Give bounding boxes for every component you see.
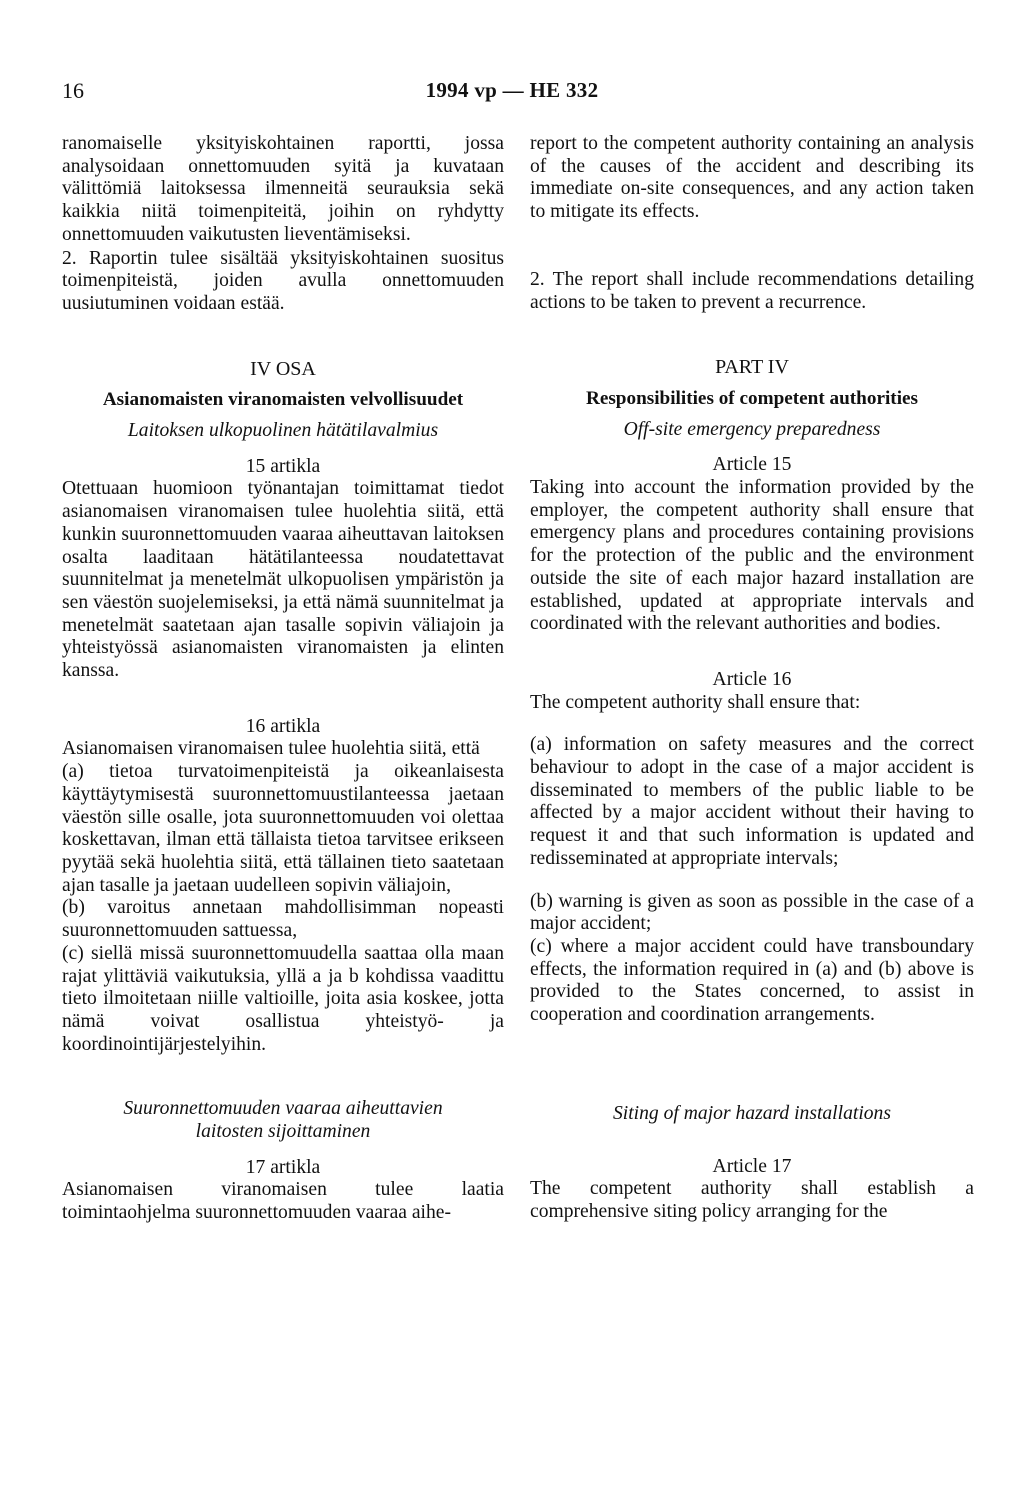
left-section-title: Laitoksen ulkopuolinen hätätilavalmius: [127, 420, 439, 442]
left-article-17-heading: 17 artikla: [245, 1156, 321, 1178]
left-article-15-text: Otettuaan huomioon työnantajan toimittamat tiedot asianomaisen viranomaisen tulee huolehtia siitä, että kunkin suuronnettomuuden vaaraa aiheuttavan laitoksen osalta laaditaan hätätilanteessa noudatettavat suunnitelmat ja menetelmät ulkopuolisen ympäristön ja sen väestön suojelemiseksi, ja että nämä suunnitelmat ja menetelmät saatetaan ajan tasalle sopivin väliajoin ja yhteistyössä asianomaisten viranomaisten ja elinten kanssa.: [62, 478, 504, 682]
right-part-title: Responsibilities of competent authorities: [585, 387, 919, 409]
left-paragraph-2: 2. Raportin tulee sisältää yksityiskohtainen suositus toimenpiteistä, joiden avulla onnettomuuden uusiutuminen voidaan estää.: [62, 247, 504, 314]
right-section-title: Off-site emergency preparedness: [623, 418, 881, 440]
right-article-16-item-c: (c) where a major accident could have transboundary effects, the information required in (a) and (b) above is provided to the States concerned, to assist in cooperation and coordination arrangements.: [530, 935, 974, 1026]
left-article-16-intro: Asianomaisen viranomaisen tulee huolehtia siitä, että: [62, 738, 480, 760]
left-siting-title: Suuronnettomuuden vaaraa aiheuttavien laitosten sijoittaminen: [123, 1098, 443, 1143]
page-header: [0, 78, 1024, 108]
left-part-title: Asianomaisten viranomaisten velvollisuudet: [102, 389, 464, 411]
right-article-17-text: The competent authority shall establish a comprehensive siting policy arranging for the: [530, 1178, 974, 1222]
left-article-16-item-b: (b) varoitus annetaan mahdollisimman nopeasti suuronnettomuuden sattuessa,: [62, 897, 504, 942]
left-article-17-text: Asianomaisen viranomaisen tulee laatia toimintaohjelma suuronnettomuuden vaaraa aihe-: [62, 1179, 504, 1224]
left-article-16-heading: 16 artikla: [245, 715, 321, 737]
left-column: [62, 133, 504, 1225]
page-number: 16: [62, 78, 84, 103]
right-article-15-heading: Article 15: [712, 454, 792, 476]
right-article-16-item-b: (b) warning is given as soon as possible in the case of a major accident;: [530, 890, 974, 935]
left-article-16-item-a: (a) tietoa turvatoimenpiteistä ja oikeanlaisesta käyttäytymisestä suuronnettomuustilanteessa jaetaan väestön sille osalle, jota suuronnettomuuden voi olettaa koskettavan, ilman että tällaista tietoa tarvitsee erikseen pyytää sekä huolehtia siitä, että tällainen tieto saatetaan ajan tasalle ja jaetaan uudelleen sopivin väliajoin,: [62, 761, 504, 896]
right-part-heading: PART IV: [715, 356, 789, 379]
right-siting-title: Siting of major hazard installations: [613, 1102, 891, 1124]
left-intro-paragraph: ranomaiselle yksityiskohtainen raportti, jossa analysoidaan onnettomuuden syitä ja kuvataan välittömiä laitoksessa ilmenneitä seurauksia sekä kaikkia niitä toimenpiteitä, joihin on ryhdytty onnettomuuden vaikutusten lieventämiseksi.: [62, 133, 504, 245]
right-intro-paragraph: report to the competent authority containing an analysis of the causes of the accident and describing its immediate on-site consequences, and any action taken to mitigate its effects.: [530, 133, 974, 223]
right-article-16-intro: The competent authority shall ensure that:: [530, 691, 861, 713]
right-article-16-heading: Article 16: [712, 668, 792, 690]
right-article-16-item-a: (a) information on safety measures and the correct behaviour to adopt in the case of a major accident is disseminated to members of the public liable to be affected by a major accident without their having to request it and that such information is updated and redisseminated at appropriate intervals;: [530, 734, 974, 869]
right-column: [530, 133, 974, 1224]
running-title: 1994 vp — HE 332: [425, 78, 599, 102]
left-part-heading: IV OSA: [250, 357, 316, 380]
right-paragraph-2: 2. The report shall include recommendations detailing actions to be taken to prevent a recurrence.: [530, 268, 974, 313]
right-article-15-text: Taking into account the information provided by the employer, the competent authority shall ensure that emergency plans and procedures containing provisions for the protection of the public and the environment outside the site of each major hazard installation are established, updated at appropriate intervals and coordinated with the relevant authorities and bodies.: [530, 477, 974, 635]
left-article-15-heading: 15 artikla: [245, 455, 321, 477]
right-article-17-heading: Article 17: [712, 1155, 792, 1177]
left-article-16-item-c: (c) siellä missä suuronnettomuudella saattaa olla maan rajat ylittäviä vaikutuksia, yllä a ja b kohdissa vaadittu tieto ilmoitetaan niille valtioille, joita asia koskee, jotta nämä voivat osallistua yhteistyö- ja koordinointijärjestelyihin.: [62, 942, 504, 1055]
